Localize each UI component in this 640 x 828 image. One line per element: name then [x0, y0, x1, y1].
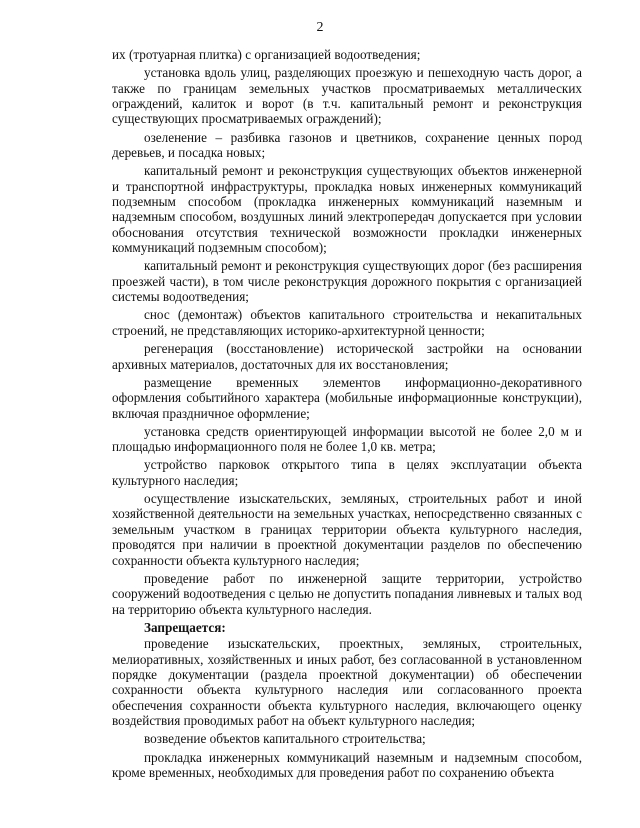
prohibited-item: возведение объектов капитального строительства; — [144, 731, 426, 747]
paragraph: озеленение – разбивка газонов и цветников, сохранение ценных пород деревьев, и посадка новых; — [112, 129, 582, 161]
prohibited-heading: Запрещается: — [144, 619, 226, 635]
paragraph: размещение временных элементов информационно-декоративного оформления событийного характера (мобильные информационные конструкции), включая праздничное оформление; — [112, 374, 582, 421]
paragraph: установка средств ориентирующей информации высотой не более 2,0 м и площадью информационного поля не более 1,0 кв. метра; — [112, 423, 582, 455]
paragraph: проведение работ по инженерной защите территории, устройство сооружений водоотведения с целью не допустить попадания ливневых и талых вод на территорию объекта культурного наследия. — [112, 570, 582, 617]
paragraph: устройство парковок открытого типа в целях эксплуатации объекта культурного наследия; — [112, 457, 582, 488]
page-number: 2 — [316, 20, 324, 35]
paragraph: установка вдоль улиц, разделяющих проезжую и пешеходную часть дорог, а также по границам земельных участков просматриваемых металлических ограждений, калиток и ворот (в т.ч. капитальный ремонт и реконструкция существующих просматриваемых ограждений); — [112, 65, 582, 127]
paragraph: капитальный ремонт и реконструкция существующих объектов инженерной и транспортной инфраструктуры, прокладка новых инженерных коммуникаций подземным способом (прокладка инженерных коммуникаций наземным и надземным способом, воздушных линий электропередач допускается при условии обоснования отсутствия технической возможности прокладки инженерных коммуникаций подземным способом); — [112, 163, 582, 256]
paragraph: осуществление изыскательских, земляных, строительных работ и иной хозяйственной деятельности на земельных участках, непосредственно связанных с земельным участком в границах территории объекта культурного наследия, проводятся при наличии в проектной документации разделов по обеспечению сохранности объекта культурного наследия; — [112, 490, 582, 568]
prohibited-item: прокладка инженерных коммуникаций наземным и надземным способом, кроме временных, необходимых для проведения работ по сохранению объекта — [112, 749, 582, 781]
document-body — [112, 47, 582, 783]
paragraph: регенерация (восстановление) исторической застройки на основании архивных материалов, достаточных для их восстановления; — [112, 341, 582, 372]
paragraph: капитальный ремонт и реконструкция существующих дорог (без расширения проезжей части), в том числе реконструкция дорожного покрытия с организацией системы водоотведения; — [112, 258, 582, 305]
paragraph: снос (демонтаж) объектов капитального строительства и некапитальных строений, не представляющих историко-архитектурной ценности; — [112, 307, 582, 338]
prohibited-item: проведение изыскательских, проектных, земляных, строительных, мелиоративных, хозяйственных и иных работ, без согласованной в установленном порядке документации (раздела проектной документации) об обеспечении сохранности объекта культурного наследия или согласованного проекта обеспечения сохранности объекта культурного наследия, включающего оценку воздействия проводимых работ на объект культурного наследия; — [112, 636, 582, 729]
paragraph: их (тротуарная плитка) с организацией водоотведения; — [112, 47, 421, 62]
